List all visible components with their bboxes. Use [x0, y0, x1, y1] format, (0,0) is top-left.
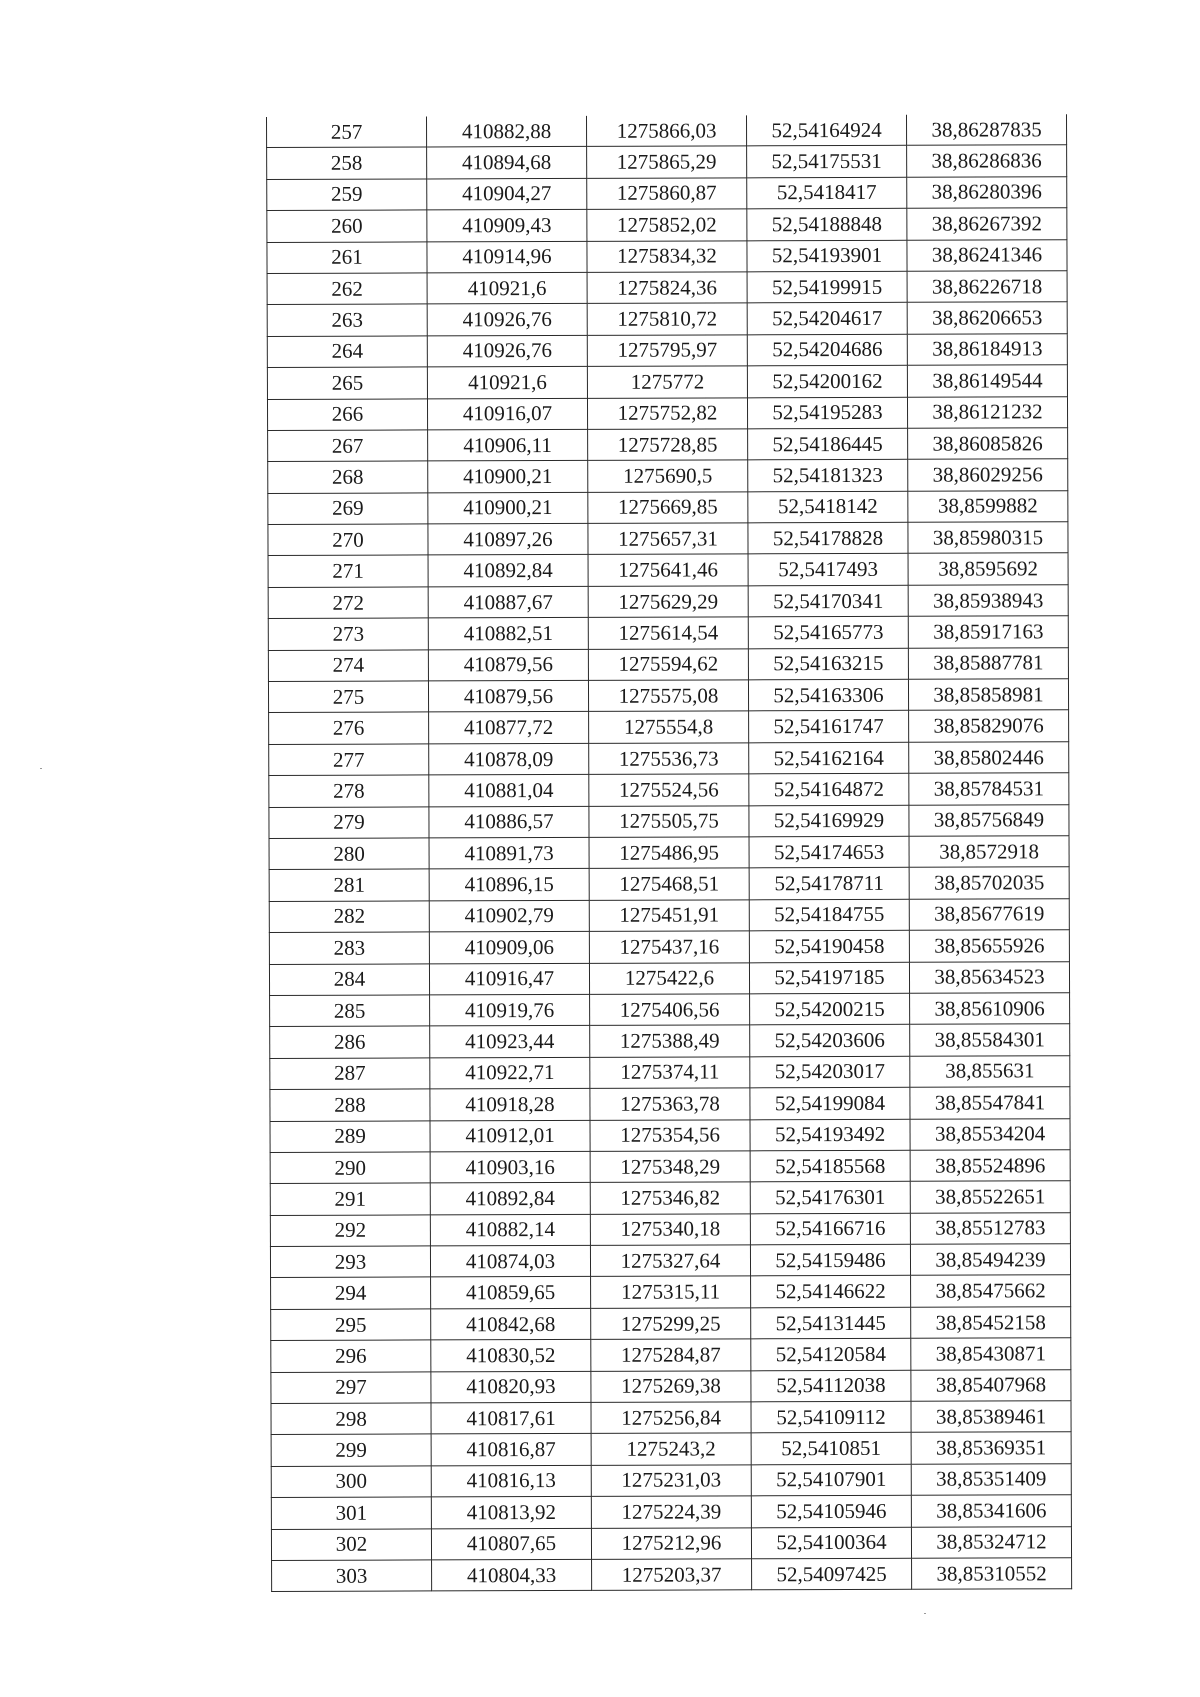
y-coordinate-cell: 1275315,11 [591, 1276, 751, 1308]
longitude-cell: 38,85634523 [909, 961, 1069, 993]
point-number-cell: 287 [270, 1058, 430, 1090]
latitude-cell: 52,54131445 [751, 1307, 911, 1339]
coordinates-table-body [267, 114, 1072, 1592]
x-coordinate-cell: 410914,96 [427, 241, 587, 273]
y-coordinate-cell: 1275795,97 [587, 335, 747, 367]
x-coordinate-cell: 410894,68 [427, 147, 587, 179]
point-number-cell: 261 [267, 242, 427, 274]
latitude-cell: 52,54181323 [748, 460, 908, 492]
point-number-cell: 300 [271, 1466, 431, 1498]
point-number-cell: 284 [269, 963, 429, 995]
latitude-cell: 52,54163306 [748, 679, 908, 711]
longitude-cell: 38,86287835 [906, 114, 1066, 145]
table-row [270, 1150, 1070, 1184]
longitude-cell: 38,85584301 [910, 1024, 1070, 1056]
point-number-cell: 286 [270, 1026, 430, 1058]
table-row [267, 145, 1067, 179]
table-row [271, 1401, 1071, 1435]
y-coordinate-cell: 1275212,96 [591, 1527, 751, 1559]
y-coordinate-cell: 1275728,85 [588, 429, 748, 461]
point-number-cell: 274 [268, 650, 428, 682]
point-number-cell: 299 [271, 1434, 431, 1466]
table-row [267, 208, 1067, 242]
y-coordinate-cell: 1275284,87 [591, 1339, 751, 1371]
latitude-cell: 52,54193492 [750, 1119, 910, 1151]
longitude-cell: 38,85547841 [910, 1087, 1070, 1119]
x-coordinate-cell: 410879,56 [428, 680, 588, 712]
point-number-cell: 298 [271, 1403, 431, 1435]
latitude-cell: 52,54176301 [750, 1182, 910, 1214]
point-number-cell: 289 [270, 1120, 430, 1152]
x-coordinate-cell: 410816,13 [431, 1465, 591, 1497]
y-coordinate-cell: 1275594,62 [588, 648, 748, 680]
table-row [269, 961, 1069, 995]
x-coordinate-cell: 410817,61 [431, 1402, 591, 1434]
y-coordinate-cell: 1275203,37 [592, 1559, 752, 1591]
longitude-cell: 38,85534204 [910, 1118, 1070, 1150]
x-coordinate-cell: 410816,87 [431, 1434, 591, 1466]
x-coordinate-cell: 410909,43 [427, 210, 587, 242]
longitude-cell: 38,855631 [910, 1055, 1070, 1087]
longitude-cell: 38,85802446 [909, 742, 1069, 774]
y-coordinate-cell: 1275536,73 [589, 743, 749, 775]
table-row [271, 1495, 1071, 1529]
latitude-cell: 52,54164872 [749, 773, 909, 805]
y-coordinate-cell: 1275772 [587, 366, 747, 398]
point-number-cell: 273 [268, 618, 428, 650]
table-row [268, 428, 1068, 462]
table-row [267, 333, 1067, 367]
y-coordinate-cell: 1275866,03 [586, 115, 746, 146]
latitude-cell: 52,54195283 [747, 397, 907, 429]
latitude-cell: 52,54199084 [750, 1087, 910, 1119]
table-row [270, 1244, 1070, 1278]
longitude-cell: 38,85389461 [911, 1401, 1071, 1433]
table-row [268, 490, 1068, 524]
x-coordinate-cell: 410904,27 [427, 178, 587, 210]
table-row [267, 271, 1067, 305]
y-coordinate-cell: 1275486,95 [589, 837, 749, 869]
latitude-cell: 52,54203017 [750, 1056, 910, 1088]
x-coordinate-cell: 410919,76 [430, 994, 590, 1026]
table-row [267, 239, 1067, 273]
x-coordinate-cell: 410916,07 [427, 398, 587, 430]
point-number-cell: 266 [267, 398, 427, 430]
longitude-cell: 38,85938943 [908, 585, 1068, 617]
y-coordinate-cell: 1275451,91 [589, 900, 749, 932]
longitude-cell: 38,85512783 [910, 1212, 1070, 1244]
table-row [268, 522, 1068, 556]
point-number-cell: 270 [268, 524, 428, 556]
point-number-cell: 267 [268, 430, 428, 462]
longitude-cell: 38,85677619 [909, 898, 1069, 930]
table-row [269, 710, 1069, 744]
longitude-cell: 38,85407968 [911, 1369, 1071, 1401]
y-coordinate-cell: 1275614,54 [588, 617, 748, 649]
table-row [271, 1526, 1071, 1560]
y-coordinate-cell: 1275299,25 [591, 1308, 751, 1340]
y-coordinate-cell: 1275243,2 [591, 1433, 751, 1465]
x-coordinate-cell: 410886,57 [429, 806, 589, 838]
point-number-cell: 280 [269, 838, 429, 870]
latitude-cell: 52,54200215 [750, 993, 910, 1025]
latitude-cell: 52,54178828 [748, 522, 908, 554]
point-number-cell: 279 [269, 807, 429, 839]
point-number-cell: 285 [270, 995, 430, 1027]
point-number-cell: 303 [272, 1560, 432, 1592]
x-coordinate-cell: 410813,92 [431, 1497, 591, 1529]
x-coordinate-cell: 410926,76 [427, 335, 587, 367]
y-coordinate-cell: 1275224,39 [591, 1496, 751, 1528]
y-coordinate-cell: 1275437,16 [589, 931, 749, 963]
table-row [270, 1024, 1070, 1058]
table-row [269, 773, 1069, 807]
point-number-cell: 268 [268, 461, 428, 493]
y-coordinate-cell: 1275575,08 [588, 680, 748, 712]
y-coordinate-cell: 1275852,02 [587, 209, 747, 241]
table-row [269, 836, 1069, 870]
scan-speck [40, 768, 42, 769]
y-coordinate-cell: 1275346,82 [590, 1182, 750, 1214]
point-number-cell: 271 [268, 555, 428, 587]
longitude-cell: 38,85341606 [911, 1495, 1071, 1527]
y-coordinate-cell: 1275524,56 [589, 774, 749, 806]
point-number-cell: 263 [267, 304, 427, 336]
latitude-cell: 52,54186445 [748, 428, 908, 460]
y-coordinate-cell: 1275554,8 [589, 711, 749, 743]
point-number-cell: 258 [267, 147, 427, 179]
y-coordinate-cell: 1275340,18 [590, 1213, 750, 1245]
y-coordinate-cell: 1275388,49 [590, 1025, 750, 1057]
longitude-cell: 38,85980315 [908, 522, 1068, 554]
latitude-cell: 52,54169929 [749, 805, 909, 837]
table-row [268, 553, 1068, 587]
table-row [270, 1181, 1070, 1215]
y-coordinate-cell: 1275468,51 [589, 868, 749, 900]
longitude-cell: 38,8595692 [908, 553, 1068, 585]
x-coordinate-cell: 410921,6 [427, 272, 587, 304]
point-number-cell: 290 [270, 1152, 430, 1184]
x-coordinate-cell: 410879,56 [428, 649, 588, 681]
latitude-cell: 52,54197185 [749, 962, 909, 994]
x-coordinate-cell: 410859,65 [431, 1277, 591, 1309]
table-row [271, 1307, 1071, 1341]
longitude-cell: 38,85917163 [908, 616, 1068, 648]
longitude-cell: 38,85369351 [911, 1432, 1071, 1464]
longitude-cell: 38,8599882 [908, 490, 1068, 522]
point-number-cell: 281 [269, 869, 429, 901]
longitude-cell: 38,86241346 [907, 239, 1067, 271]
y-coordinate-cell: 1275327,64 [590, 1245, 750, 1277]
latitude-cell: 52,54199915 [747, 271, 907, 303]
table-row [270, 1212, 1070, 1246]
point-number-cell: 277 [269, 744, 429, 776]
longitude-cell: 38,85475662 [911, 1275, 1071, 1307]
y-coordinate-cell: 1275629,29 [588, 586, 748, 618]
longitude-cell: 38,85858981 [908, 679, 1068, 711]
point-number-cell: 275 [268, 681, 428, 713]
point-number-cell: 265 [267, 367, 427, 399]
latitude-cell: 52,5418417 [747, 177, 907, 209]
latitude-cell: 52,54175531 [747, 146, 907, 178]
latitude-cell: 52,54100364 [751, 1527, 911, 1559]
longitude-cell: 38,86149544 [907, 365, 1067, 397]
longitude-cell: 38,85310552 [912, 1558, 1072, 1590]
latitude-cell: 52,54204686 [747, 334, 907, 366]
latitude-cell: 52,54107901 [751, 1464, 911, 1496]
longitude-cell: 38,86280396 [907, 176, 1067, 208]
x-coordinate-cell: 410897,26 [428, 523, 588, 555]
x-coordinate-cell: 410916,47 [429, 963, 589, 995]
table-row [271, 1369, 1071, 1403]
y-coordinate-cell: 1275354,56 [590, 1119, 750, 1151]
table-row [271, 1275, 1071, 1309]
point-number-cell: 301 [271, 1497, 431, 1529]
y-coordinate-cell: 1275348,29 [590, 1151, 750, 1183]
y-coordinate-cell: 1275824,36 [587, 272, 747, 304]
y-coordinate-cell: 1275256,84 [591, 1402, 751, 1434]
x-coordinate-cell: 410909,06 [429, 932, 589, 964]
point-number-cell: 296 [271, 1340, 431, 1372]
x-coordinate-cell: 410877,72 [429, 712, 589, 744]
latitude-cell: 52,54109112 [751, 1401, 911, 1433]
x-coordinate-cell: 410881,04 [429, 775, 589, 807]
latitude-cell: 52,54146622 [751, 1276, 911, 1308]
table-row [270, 1055, 1070, 1089]
point-number-cell: 282 [269, 901, 429, 933]
y-coordinate-cell: 1275269,38 [591, 1370, 751, 1402]
x-coordinate-cell: 410906,11 [428, 429, 588, 461]
table-row [267, 114, 1067, 148]
point-number-cell: 294 [271, 1277, 431, 1309]
longitude-cell: 38,85655926 [909, 930, 1069, 962]
x-coordinate-cell: 410882,51 [428, 618, 588, 650]
table-row [271, 1432, 1071, 1466]
table-row [268, 459, 1068, 493]
point-number-cell: 257 [267, 116, 427, 147]
x-coordinate-cell: 410820,93 [431, 1371, 591, 1403]
latitude-cell: 52,54162164 [749, 742, 909, 774]
x-coordinate-cell: 410902,79 [429, 900, 589, 932]
point-number-cell: 292 [270, 1215, 430, 1247]
longitude-cell: 38,85524896 [910, 1150, 1070, 1182]
x-coordinate-cell: 410896,15 [429, 869, 589, 901]
table-row [270, 1087, 1070, 1121]
longitude-cell: 38,86085826 [908, 428, 1068, 460]
point-number-cell: 278 [269, 775, 429, 807]
latitude-cell: 52,54165773 [748, 617, 908, 649]
x-coordinate-cell: 410923,44 [430, 1026, 590, 1058]
y-coordinate-cell: 1275231,03 [591, 1465, 751, 1497]
x-coordinate-cell: 410918,28 [430, 1088, 590, 1120]
y-coordinate-cell: 1275865,29 [587, 146, 747, 178]
longitude-cell: 38,85522651 [910, 1181, 1070, 1213]
point-number-cell: 288 [270, 1089, 430, 1121]
longitude-cell: 38,8572918 [909, 836, 1069, 868]
latitude-cell: 52,54112038 [751, 1370, 911, 1402]
longitude-cell: 38,85702035 [909, 867, 1069, 899]
x-coordinate-cell: 410842,68 [431, 1308, 591, 1340]
point-number-cell: 264 [267, 336, 427, 368]
latitude-cell: 52,54185568 [750, 1150, 910, 1182]
coordinates-table [266, 114, 1072, 1592]
table-row [268, 616, 1068, 650]
table-row [267, 396, 1067, 430]
longitude-cell: 38,85887781 [908, 647, 1068, 679]
point-number-cell: 276 [269, 712, 429, 744]
table-row [267, 365, 1067, 399]
point-number-cell: 262 [267, 273, 427, 305]
point-number-cell: 283 [269, 932, 429, 964]
table-row [271, 1338, 1071, 1372]
point-number-cell: 295 [271, 1309, 431, 1341]
x-coordinate-cell: 410882,14 [430, 1214, 590, 1246]
table-row [271, 1463, 1071, 1497]
y-coordinate-cell: 1275810,72 [587, 303, 747, 335]
table-row [268, 647, 1068, 681]
longitude-cell: 38,85430871 [911, 1338, 1071, 1370]
x-coordinate-cell: 410921,6 [427, 367, 587, 399]
longitude-cell: 38,86121232 [907, 396, 1067, 428]
x-coordinate-cell: 410900,21 [428, 492, 588, 524]
scan-speck [924, 1613, 926, 1614]
longitude-cell: 38,86029256 [908, 459, 1068, 491]
longitude-cell: 38,86267392 [907, 208, 1067, 240]
latitude-cell: 52,5410851 [751, 1433, 911, 1465]
y-coordinate-cell: 1275363,78 [590, 1088, 750, 1120]
point-number-cell: 259 [267, 179, 427, 211]
longitude-cell: 38,85494239 [910, 1244, 1070, 1276]
y-coordinate-cell: 1275834,32 [587, 240, 747, 272]
x-coordinate-cell: 410882,88 [426, 116, 586, 147]
table-row [268, 679, 1068, 713]
longitude-cell: 38,85756849 [909, 804, 1069, 836]
table-row [270, 1118, 1070, 1152]
latitude-cell: 52,5418142 [748, 491, 908, 523]
point-number-cell: 297 [271, 1372, 431, 1404]
x-coordinate-cell: 410878,09 [429, 743, 589, 775]
longitude-cell: 38,86226718 [907, 271, 1067, 303]
table-row [269, 742, 1069, 776]
table-row [267, 176, 1067, 210]
latitude-cell: 52,54161747 [749, 711, 909, 743]
point-number-cell: 302 [271, 1529, 431, 1561]
x-coordinate-cell: 410900,21 [428, 461, 588, 493]
latitude-cell: 52,54105946 [751, 1495, 911, 1527]
longitude-cell: 38,85610906 [910, 993, 1070, 1025]
latitude-cell: 52,54178711 [749, 868, 909, 900]
x-coordinate-cell: 410922,71 [430, 1057, 590, 1089]
x-coordinate-cell: 410874,03 [430, 1245, 590, 1277]
point-number-cell: 293 [270, 1246, 430, 1278]
point-number-cell: 272 [268, 587, 428, 619]
table-row [269, 930, 1069, 964]
latitude-cell: 52,54204617 [747, 303, 907, 335]
longitude-cell: 38,85784531 [909, 773, 1069, 805]
longitude-cell: 38,85324712 [911, 1526, 1071, 1558]
latitude-cell: 52,5417493 [748, 554, 908, 586]
latitude-cell: 52,54174653 [749, 836, 909, 868]
latitude-cell: 52,54163215 [748, 648, 908, 680]
y-coordinate-cell: 1275690,5 [588, 460, 748, 492]
latitude-cell: 52,54203606 [750, 1025, 910, 1057]
x-coordinate-cell: 410926,76 [427, 304, 587, 336]
table-row [270, 993, 1070, 1027]
x-coordinate-cell: 410830,52 [431, 1340, 591, 1372]
longitude-cell: 38,85351409 [911, 1463, 1071, 1495]
table-row [269, 898, 1069, 932]
x-coordinate-cell: 410892,84 [428, 555, 588, 587]
latitude-cell: 52,54166716 [750, 1213, 910, 1245]
latitude-cell: 52,54200162 [747, 365, 907, 397]
y-coordinate-cell: 1275505,75 [589, 805, 749, 837]
longitude-cell: 38,86286836 [907, 145, 1067, 177]
longitude-cell: 38,86184913 [907, 333, 1067, 365]
point-number-cell: 269 [268, 493, 428, 525]
x-coordinate-cell: 410891,73 [429, 837, 589, 869]
longitude-cell: 38,86206653 [907, 302, 1067, 334]
latitude-cell: 52,54159486 [750, 1244, 910, 1276]
latitude-cell: 52,54120584 [751, 1338, 911, 1370]
x-coordinate-cell: 410892,84 [430, 1183, 590, 1215]
latitude-cell: 52,54164924 [746, 115, 906, 146]
table-row [269, 804, 1069, 838]
point-number-cell: 260 [267, 210, 427, 242]
latitude-cell: 52,54188848 [747, 208, 907, 240]
table-row [269, 867, 1069, 901]
y-coordinate-cell: 1275374,11 [590, 1057, 750, 1089]
y-coordinate-cell: 1275406,56 [590, 994, 750, 1026]
x-coordinate-cell: 410887,67 [428, 586, 588, 618]
latitude-cell: 52,54184755 [749, 899, 909, 931]
point-number-cell: 291 [270, 1183, 430, 1215]
x-coordinate-cell: 410804,33 [432, 1559, 592, 1591]
y-coordinate-cell: 1275752,82 [587, 397, 747, 429]
latitude-cell: 52,54193901 [747, 240, 907, 272]
table-row [267, 302, 1067, 336]
latitude-cell: 52,54190458 [749, 930, 909, 962]
table-row [268, 585, 1068, 619]
y-coordinate-cell: 1275641,46 [588, 554, 748, 586]
y-coordinate-cell: 1275657,31 [588, 523, 748, 555]
x-coordinate-cell: 410903,16 [430, 1151, 590, 1183]
y-coordinate-cell: 1275669,85 [588, 492, 748, 524]
latitude-cell: 52,54170341 [748, 585, 908, 617]
table-row [272, 1558, 1072, 1592]
longitude-cell: 38,85452158 [911, 1307, 1071, 1339]
y-coordinate-cell: 1275860,87 [587, 178, 747, 210]
y-coordinate-cell: 1275422,6 [589, 962, 749, 994]
x-coordinate-cell: 410807,65 [431, 1528, 591, 1560]
latitude-cell: 52,54097425 [752, 1558, 912, 1590]
longitude-cell: 38,85829076 [909, 710, 1069, 742]
x-coordinate-cell: 410912,01 [430, 1120, 590, 1152]
